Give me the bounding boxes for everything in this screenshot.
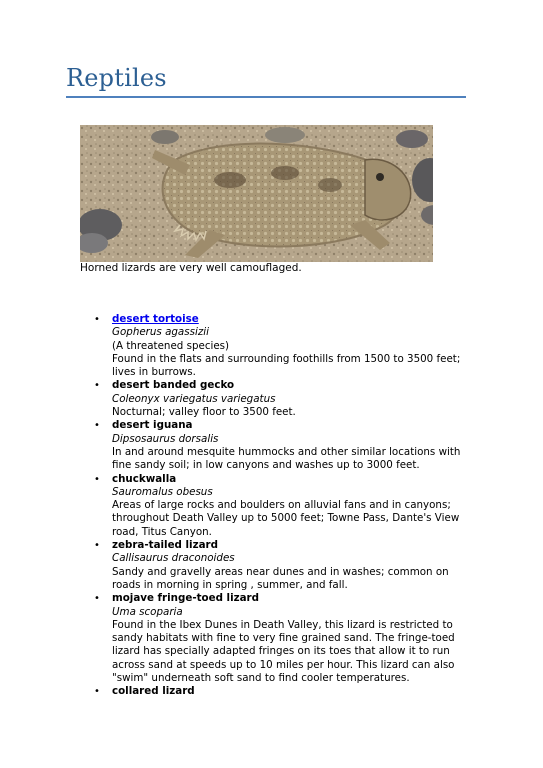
list-item [94, 539, 480, 592]
species-description: Found in the Ibex Dunes in Death Valley, this lizard is restricted to sandy habitats with fine to very fine grained sand. The fringe-toed lizard has specially adapted fringes on its toes that allow it to run across sand at speeds up to 10 miles per hour. This lizard can also "swim" underneath soft sand to find cooler temperatures. [112, 618, 455, 685]
scientific-name: Dipsosaurus dorsalis [112, 432, 219, 445]
list-item [94, 313, 480, 379]
title-underline [66, 96, 466, 98]
species-description: Areas of large rocks and boulders on alluvial fans and in canyons; throughout Death Valley up to 5000 feet; Towne Pass, Dante's View road, Titus Canyon. [112, 499, 460, 538]
list-item [94, 685, 480, 698]
species-description: Sandy and gravelly areas near dunes and in washes; common on roads in morning in spring , summer, and fall. [112, 565, 449, 591]
list-item [94, 473, 480, 539]
bullet-icon: • [94, 314, 100, 325]
list-item [94, 592, 480, 685]
scientific-name: Uma scoparia [112, 605, 183, 618]
species-name: chuckwalla [112, 472, 177, 485]
bullet-icon: • [94, 420, 100, 432]
list-item [94, 379, 480, 419]
scientific-name: Callisaurus draconoides [112, 552, 235, 565]
species-name: collared lizard [112, 685, 195, 698]
bullet-icon: • [94, 593, 100, 605]
bullet-icon: • [94, 380, 100, 392]
bullet-icon: • [94, 540, 100, 552]
species-note: (A threatened species) [112, 339, 230, 352]
horned-lizard-photo [80, 125, 433, 262]
bullet-icon: • [94, 686, 100, 698]
species-list [94, 313, 480, 699]
species-description: Found in the flats and surrounding foothills from 1500 to 3500 feet; lives in burrows. [112, 352, 461, 379]
scientific-name: Gopherus agassizii [112, 326, 209, 339]
species-name-link[interactable]: desert tortoise [112, 313, 199, 325]
species-name: desert banded gecko [112, 379, 235, 392]
species-description: In and around mesquite hummocks and other similar locations with fine sandy soil; in low canyons and washes up to 3000 feet. [112, 445, 461, 472]
list-item [94, 419, 480, 472]
page-title: Reptiles [66, 64, 167, 92]
species-name: desert iguana [112, 419, 193, 432]
species-name: mojave fringe-toed lizard [112, 592, 259, 605]
species-description: Nocturnal; valley floor to 3500 feet. [112, 406, 296, 419]
image-caption: Horned lizards are very well camouflaged. [80, 262, 302, 274]
species-name: zebra-tailed lizard [112, 539, 218, 552]
scientific-name: Coleonyx variegatus variegatus [112, 392, 276, 405]
scientific-name: Sauromalus obesus [112, 485, 213, 498]
bullet-icon: • [94, 473, 100, 485]
